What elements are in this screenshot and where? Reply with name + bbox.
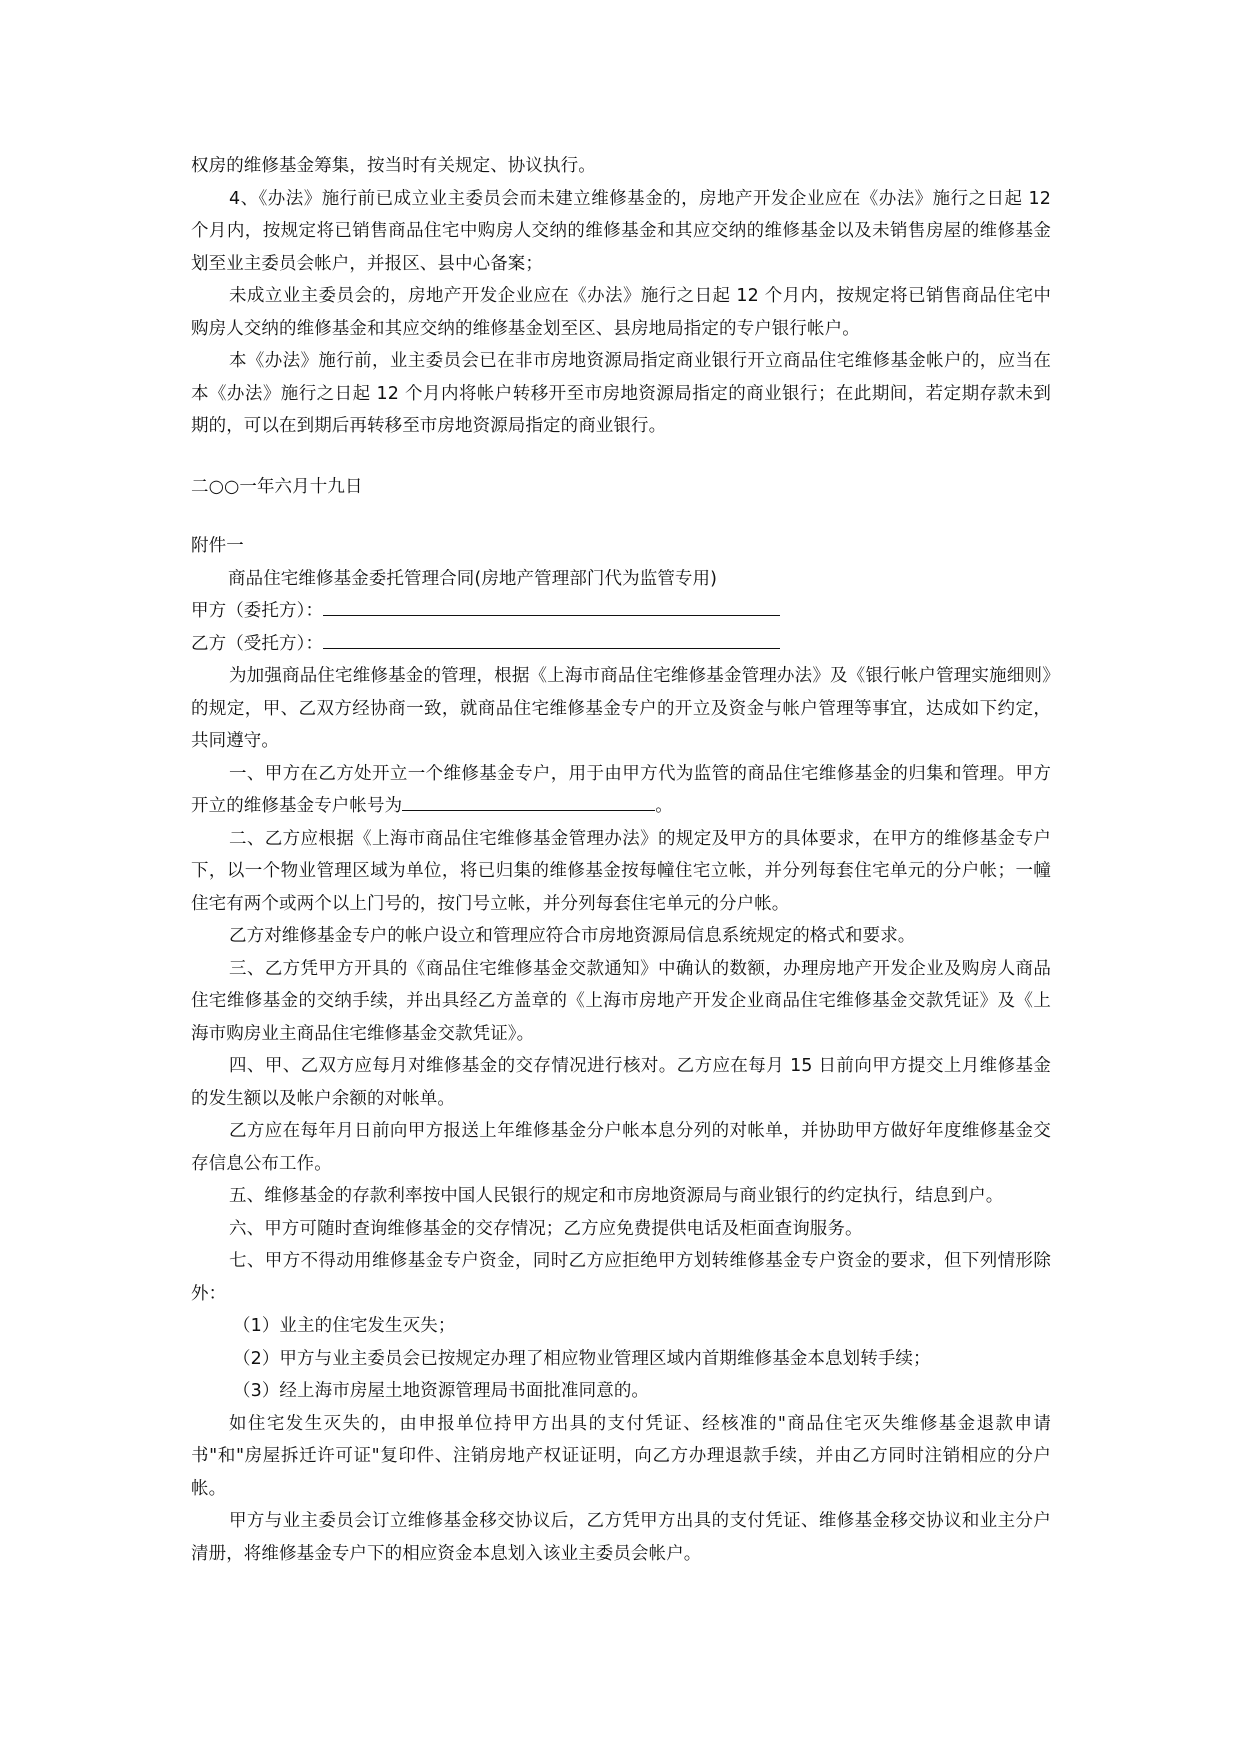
annex-label: 附件一 — [191, 536, 244, 556]
paragraph-no-owners-committee: 未成立业主委员会的，房地产开发企业应在《办法》施行之日起 12 个月内，按规定将已销售商品住宅中购房人交纳的维修基金和其应交纳的维修基金划至区、县房地局指定的专户银行帐户。 — [191, 286, 1051, 339]
contract-title: 商品住宅维修基金委托管理合同(房地产管理部门代为监管专用) — [228, 568, 718, 589]
party-a-line — [191, 595, 1051, 628]
clause-7: 七、甲方不得动用维修基金专户资金，同时乙方应拒绝甲方划转维修基金专户资金的要求，但下列情形除外： — [191, 1251, 1051, 1304]
clause-4: 四、甲、乙双方应每月对维修基金的交存情况进行核对。乙方应在每月 15 日前向甲方提交上月维修基金的发生额以及帐户余额的对帐单。 — [191, 1056, 1051, 1109]
paragraph-account-transfer: 本《办法》施行前，业主委员会已在非市房地资源局指定商业银行开立商品住宅维修基金帐户的，应当在本《办法》施行之日起 12 个月内将帐户转移开至市房地资源局指定的商业银行；在此期间，若定期存款未到期的，可以在到期后再转移至市房地资源局指定的商业银行。 — [191, 351, 1051, 436]
paragraph-continuation: 权房的维修基金筹集，按当时有关规定、协议执行。 — [191, 156, 596, 176]
clause-1-text: 一、甲方在乙方处开立一个维修基金专户，用于由甲方代为监管的商品住宅维修基金的归集和管理。甲方开立的维修基金专户帐号为 — [191, 763, 1051, 816]
clause-2: 二、乙方应根据《上海市商品住宅维修基金管理办法》的规定及甲方的具体要求，在甲方的维修基金专户下，以一个物业管理区域为单位，将已归集的维修基金按每幢住宅立帐，并分列每套住宅单元的分户帐；一幢住宅有两个或两个以上门号的，按门号立帐，并分列每套住宅单元的分户帐。 — [191, 828, 1051, 914]
paragraph-refund: 如住宅发生灭失的，由申报单位持甲方出具的支付凭证、经核准的"商品住宅灭失维修基金退款申请书"和"房屋拆迁许可证"复印件、注销房地产权证证明，向乙方办理退款手续，并由乙方同时注销相应的分户帐。 — [191, 1413, 1051, 1499]
account-number-blank — [402, 794, 655, 811]
clause-3: 三、乙方凭甲方开具的《商品住宅维修基金交款通知》中确认的数额，办理房地产开发企业及购房人商品住宅维修基金的交纳手续，并出具经乙方盖章的《上海市房地产开发企业商品住宅维修基金交款凭证》及《上海市购房业主商品住宅维修基金交款凭证》。 — [191, 958, 1051, 1044]
party-a-blank — [323, 599, 780, 616]
paragraph-transfer: 甲方与业主委员会订立维修基金移交协议后，乙方凭甲方出具的支付凭证、维修基金移交协议和业主分户清册，将维修基金专户下的相应资金本息划入该业主委员会帐户。 — [191, 1511, 1051, 1564]
clause-5: 五、维修基金的存款利率按中国人民银行的规定和市房地资源局与商业银行的约定执行，结息到户。 — [229, 1186, 1004, 1206]
paragraph-item-4: 4、《办法》施行前已成立业主委员会而未建立维修基金的，房地产开发企业应在《办法》施行之日起 12 个月内，按规定将已销售商品住宅中购房人交纳的维修基金和其应交纳的维修基金以及未销售房屋的维修基金划至业主委员会帐户，并报区、县中心备案； — [191, 188, 1051, 274]
party-b-blank — [323, 632, 780, 649]
paragraph-preamble: 为加强商品住宅维修基金的管理，根据《上海市商品住宅维修基金管理办法》及《银行帐户管理实施细则》的规定，甲、乙双方经协商一致，就商品住宅维修基金专户的开立及资金与帐户管理等事宜，达成如下约定，共同遵守。 — [191, 666, 1051, 751]
clause-4-annual: 乙方应在每年月日前向甲方报送上年维修基金分户帐本息分列的对帐单，并协助甲方做好年度维修基金交存信息公布工作。 — [191, 1121, 1051, 1174]
clause-1 — [191, 758, 1051, 823]
clause-1-end: 。 — [655, 796, 673, 816]
document-body — [191, 150, 1051, 1570]
clause-6: 六、甲方可随时查询维修基金的交存情况；乙方应免费提供电话及柜面查询服务。 — [229, 1218, 863, 1239]
party-b-line — [191, 628, 1051, 661]
clause-7-exception-1: （1）业主的住宅发生灭失； — [233, 1316, 456, 1336]
document-date: 二○○一年六月十九日 — [191, 476, 363, 497]
party-a-label: 甲方（委托方）： — [191, 601, 324, 621]
clause-7-exception-3: （3）经上海市房屋土地资源管理局书面批准同意的。 — [233, 1381, 650, 1401]
party-b-label: 乙方（受托方）： — [191, 633, 324, 654]
clause-2-format: 乙方对维修基金专户的帐户设立和管理应符合市房地资源局信息系统规定的格式和要求。 — [229, 926, 916, 946]
clause-7-exception-2: （2）甲方与业主委员会已按规定办理了相应物业管理区域内首期维修基金本息划转手续； — [233, 1348, 931, 1369]
